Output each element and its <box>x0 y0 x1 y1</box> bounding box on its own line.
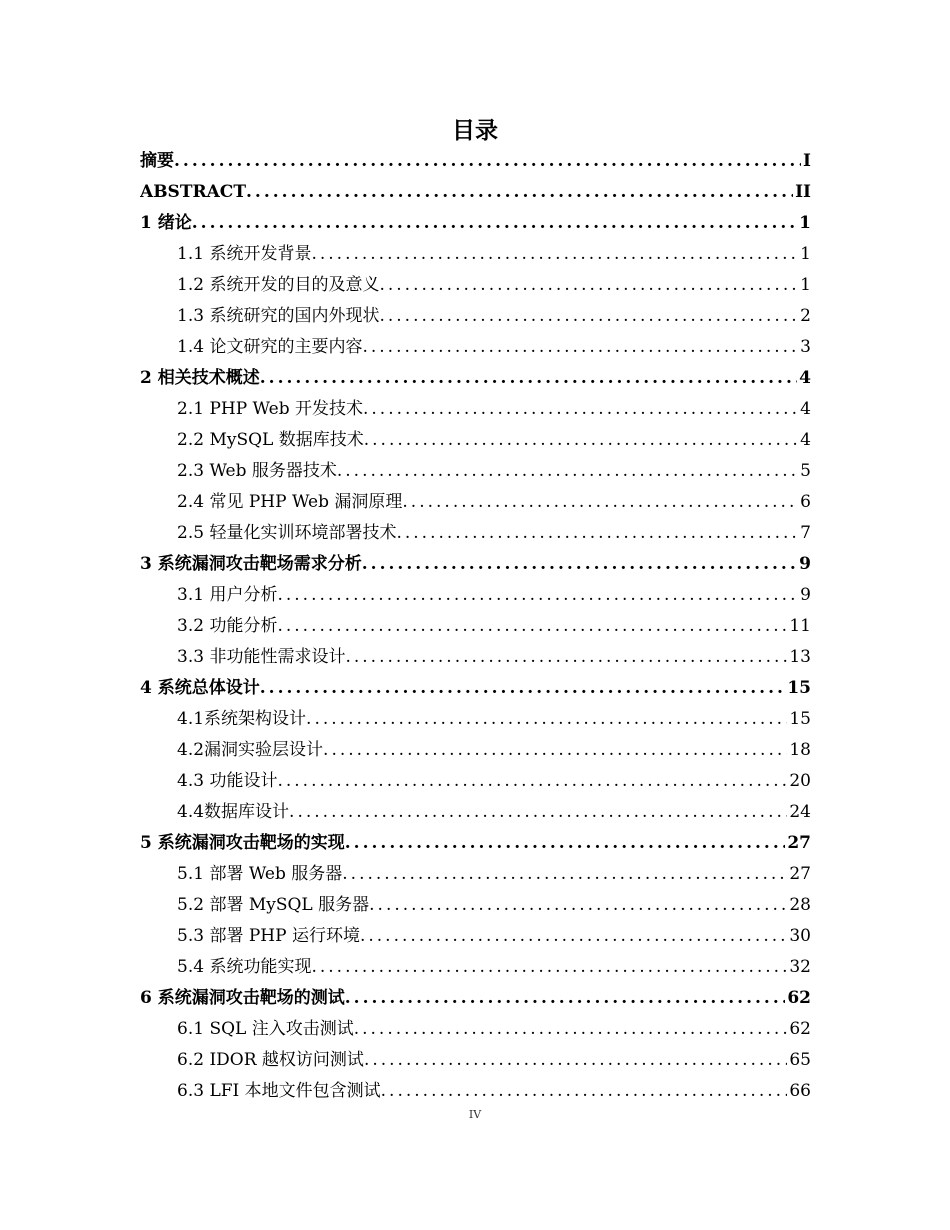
toc-entry-page: 3 <box>800 337 811 357</box>
toc-leader-dots <box>379 270 798 301</box>
toc-leader-dots <box>362 549 797 580</box>
toc-leader-dots <box>260 673 786 704</box>
toc-entry-title: 6 系统漏洞攻击靶场的测试 <box>140 988 345 1008</box>
toc-entry-title: 6.1 SQL 注入攻击测试 <box>177 1019 354 1039</box>
toc-leader-dots <box>323 735 787 766</box>
toc-entry-page: 7 <box>800 523 811 543</box>
toc-entry-title: 5.3 部署 PHP 运行环境 <box>177 926 360 946</box>
toc-section-entry[interactable] <box>140 797 811 828</box>
toc-entry-page: 1 <box>800 244 811 264</box>
toc-section-entry[interactable] <box>140 1014 811 1045</box>
toc-section-entry[interactable] <box>140 518 811 549</box>
toc-leader-dots <box>311 239 798 270</box>
toc-section-entry[interactable] <box>140 611 811 642</box>
toc-entry-title: 5.1 部署 Web 服务器 <box>177 864 343 884</box>
toc-entry-title: 2.5 轻量化实训环境部署技术 <box>177 523 397 543</box>
toc-entry-title: 3 系统漏洞攻击靶场需求分析 <box>140 554 362 574</box>
toc-leader-dots <box>306 704 787 735</box>
toc-entry-title: 2.3 Web 服务器技术 <box>177 461 337 481</box>
toc-entry-page: 9 <box>800 585 811 605</box>
toc-entry-page: 27 <box>787 833 811 853</box>
toc-entry-title: 2 相关技术概述 <box>140 368 260 388</box>
toc-entry-title: ABSTRACT <box>140 182 246 202</box>
toc-section-entry[interactable] <box>140 766 811 797</box>
toc-leader-dots <box>381 1076 788 1107</box>
toc-leader-dots <box>345 828 786 859</box>
toc-entry-page: 9 <box>799 554 811 574</box>
toc-entry-page: 62 <box>789 1019 811 1039</box>
toc-list <box>140 146 811 1107</box>
toc-chapter-entry[interactable] <box>140 673 811 704</box>
toc-leader-dots <box>360 921 787 952</box>
toc-entry-title: 1 绪论 <box>140 213 192 233</box>
toc-section-entry[interactable] <box>140 270 811 301</box>
toc-leader-dots <box>363 394 798 425</box>
toc-leader-dots <box>277 580 798 611</box>
toc-entry-page: 65 <box>789 1050 811 1070</box>
toc-section-entry[interactable] <box>140 921 811 952</box>
toc-leader-dots <box>192 208 797 239</box>
toc-entry-title: 3.3 非功能性需求设计 <box>177 647 346 667</box>
toc-entry-title: 2.2 MySQL 数据库技术 <box>177 430 364 450</box>
toc-entry-page: 1 <box>799 213 811 233</box>
toc-entry-page: 30 <box>789 926 811 946</box>
toc-entry-title: 5.4 系统功能实现 <box>177 957 312 977</box>
toc-entry-title: 摘要 <box>140 151 174 171</box>
toc-section-entry[interactable] <box>140 394 811 425</box>
toc-leader-dots <box>354 1014 788 1045</box>
toc-chapter-entry[interactable] <box>140 146 811 177</box>
toc-leader-dots <box>246 177 793 208</box>
toc-entry-title: 1.4 论文研究的主要内容 <box>177 337 363 357</box>
toc-entry-page: 4 <box>800 399 811 419</box>
toc-chapter-entry[interactable] <box>140 983 811 1014</box>
toc-section-entry[interactable] <box>140 456 811 487</box>
toc-entry-title: 5.2 部署 MySQL 服务器 <box>177 895 370 915</box>
toc-entry-page: 4 <box>799 368 811 388</box>
toc-leader-dots <box>364 425 798 456</box>
toc-section-entry[interactable] <box>140 580 811 611</box>
toc-section-entry[interactable] <box>140 1045 811 1076</box>
toc-leader-dots <box>311 952 787 983</box>
toc-chapter-entry[interactable] <box>140 549 811 580</box>
toc-section-entry[interactable] <box>140 642 811 673</box>
toc-section-entry[interactable] <box>140 487 811 518</box>
toc-entry-page: 11 <box>789 616 811 636</box>
toc-chapter-entry[interactable] <box>140 828 811 859</box>
toc-entry-page: 13 <box>789 647 811 667</box>
toc-entry-title: 2.4 常见 PHP Web 漏洞原理 <box>177 492 403 512</box>
toc-entry-title: 6.3 LFI 本地文件包含测试 <box>177 1081 381 1101</box>
toc-entry-title: 1.3 系统研究的国内外现状 <box>177 306 380 326</box>
toc-entry-page: 18 <box>789 740 811 760</box>
toc-entry-title: 4.4数据库设计 <box>177 802 290 822</box>
toc-entry-page: 1 <box>800 275 811 295</box>
toc-entry-page: 15 <box>789 709 811 729</box>
toc-entry-title: 4.1系统架构设计 <box>177 709 307 729</box>
toc-entry-title: 5 系统漏洞攻击靶场的实现 <box>140 833 345 853</box>
toc-entry-page: 5 <box>800 461 811 481</box>
toc-chapter-entry[interactable] <box>140 363 811 394</box>
toc-entry-page: 24 <box>789 802 811 822</box>
toc-leader-dots <box>402 487 798 518</box>
toc-section-entry[interactable] <box>140 704 811 735</box>
toc-section-entry[interactable] <box>140 332 811 363</box>
toc-entry-title: 6.2 IDOR 越权访问测试 <box>177 1050 364 1070</box>
toc-section-entry[interactable] <box>140 239 811 270</box>
toc-leader-dots <box>337 456 798 487</box>
toc-entry-title: 4.2漏洞实验层设计 <box>177 740 324 760</box>
toc-entry-page: 4 <box>800 430 811 450</box>
toc-entry-page: 2 <box>800 306 811 326</box>
toc-leader-dots <box>289 797 787 828</box>
toc-leader-dots <box>174 146 801 177</box>
toc-section-entry[interactable] <box>140 1076 811 1107</box>
toc-entry-title: 3.2 功能分析 <box>177 616 278 636</box>
toc-entry-title: 1.2 系统开发的目的及意义 <box>177 275 380 295</box>
toc-entry-page: II <box>795 182 811 202</box>
toc-entry-title: 2.1 PHP Web 开发技术 <box>177 399 363 419</box>
toc-entry-page: 27 <box>789 864 811 884</box>
toc-title: 目录 <box>452 118 498 144</box>
toc-chapter-entry[interactable] <box>140 177 811 208</box>
toc-section-entry[interactable] <box>140 859 811 890</box>
toc-entry-page: 32 <box>789 957 811 977</box>
toc-entry-page: 6 <box>800 492 811 512</box>
toc-leader-dots <box>364 1045 787 1076</box>
toc-leader-dots <box>277 611 787 642</box>
toc-entry-title: 4.3 功能设计 <box>177 771 278 791</box>
toc-leader-dots <box>345 983 786 1014</box>
toc-leader-dots <box>369 890 787 921</box>
toc-entry-page: 28 <box>789 895 811 915</box>
toc-leader-dots <box>396 518 798 549</box>
toc-entry-page: 66 <box>789 1081 811 1101</box>
toc-entry-title: 4 系统总体设计 <box>140 678 260 698</box>
toc-entry-title: 1.1 系统开发背景 <box>177 244 312 264</box>
toc-entry-title: 3.1 用户分析 <box>177 585 278 605</box>
toc-section-entry[interactable] <box>140 425 811 456</box>
toc-chapter-entry[interactable] <box>140 208 811 239</box>
toc-section-entry[interactable] <box>140 301 811 332</box>
toc-leader-dots <box>362 332 798 363</box>
toc-entry-page: 20 <box>789 771 811 791</box>
toc-leader-dots <box>379 301 798 332</box>
toc-leader-dots <box>342 859 787 890</box>
toc-leader-dots <box>277 766 787 797</box>
page-number: IV <box>468 1108 482 1121</box>
toc-entry-page: 62 <box>787 988 811 1008</box>
toc-section-entry[interactable] <box>140 952 811 983</box>
toc-section-entry[interactable] <box>140 735 811 766</box>
toc-entry-page: I <box>803 151 811 171</box>
toc-entry-page: 15 <box>787 678 811 698</box>
toc-section-entry[interactable] <box>140 890 811 921</box>
toc-leader-dots <box>345 642 787 673</box>
toc-leader-dots <box>260 363 797 394</box>
